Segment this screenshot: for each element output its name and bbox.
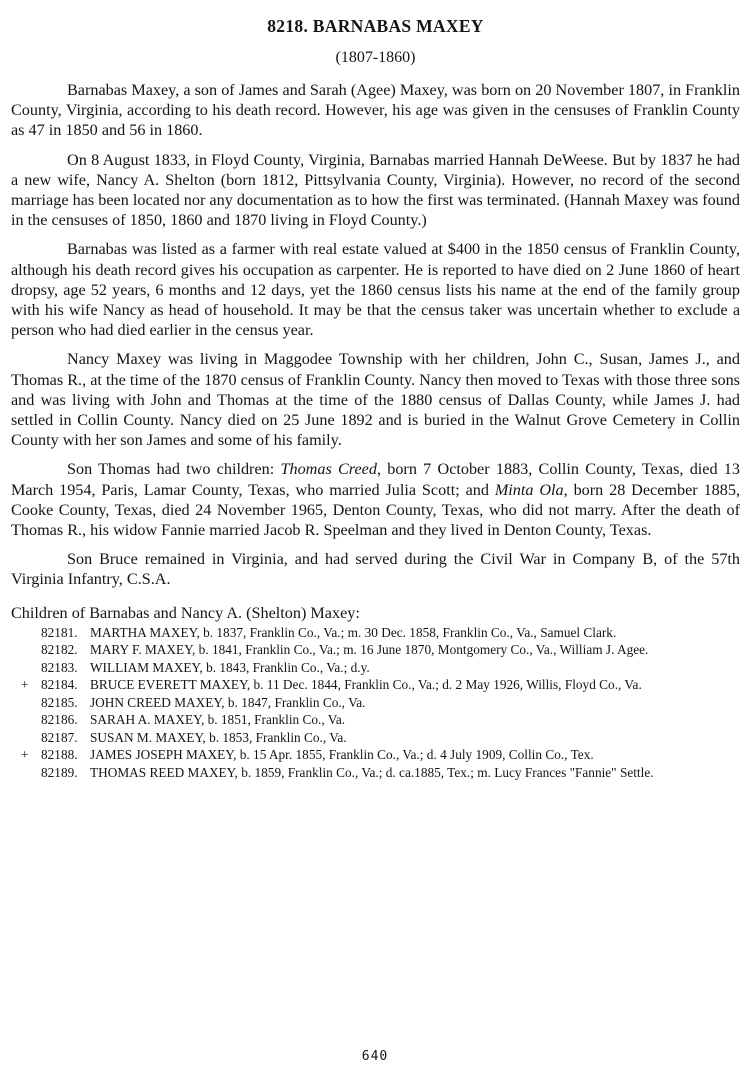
- child-entry-text: MARTHA MAXEY, b. 1837, Franklin Co., Va.; m. 30 Dec. 1858, Franklin Co., Va., Samuel Clark.: [90, 624, 617, 640]
- list-item: [11, 660, 740, 677]
- list-item: [11, 642, 740, 659]
- paragraph-occupation-death: Barnabas was listed as a farmer with real estate valued at $400 in the 1850 census of Franklin County, although his death record gives his occupation as carpenter. He is reported to have died on 2 June 1860 of heart dropsy, age 52 years, 6 months and 12 days, yet the 1860 census lists his name at the end of the family group with his wife Nancy as head of household. It may be that the census taker was uncertain whether to exclude a person who had died earlier in the census year.: [11, 240, 740, 340]
- paragraph-birth: Barnabas Maxey, a son of James and Sarah (Agee) Maxey, was born on 20 November 1807, in Franklin County, Virginia, according to his death record. However, his age was given in the censuses of Franklin County as 47 in 1850 and 56 in 1860.: [11, 81, 740, 140]
- child-entry-text: THOMAS REED MAXEY, b. 1859, Franklin Co., Va.; d. ca.1885, Tex.; m. Lucy Frances "Fannie" Settle.: [90, 764, 654, 780]
- children-list: [11, 625, 740, 782]
- paragraph-marriage: On 8 August 1833, in Floyd County, Virginia, Barnabas married Hannah DeWeese. But by 1837 he had a new wife, Nancy A. Shelton (born 1812, Pittsylvania County, Virginia). However, no record of the second marriage has been located nor any documentation as to how the first was terminated. (Hannah Maxey was found in the censuses of 1850, 1860 and 1870 living in Floyd County.): [11, 150, 740, 230]
- child-number: 82182.: [41, 642, 78, 658]
- child-entry-text: WILLIAM MAXEY, b. 1843, Franklin Co., Va.; d.y.: [90, 659, 370, 675]
- continuation-marker: +: [21, 677, 29, 693]
- child-number: 82185.: [41, 694, 78, 710]
- paragraph-thomas: [11, 459, 740, 540]
- paragraph-nancy: Nancy Maxey was living in Maggodee Township with her children, John C., Susan, James J., and Thomas R., at the time of the 1870 census of Franklin County. Nancy then moved to Texas with those three sons and was living with John and Thomas at the time of the 1880 census of Dallas County, while James J. had settled in Collin County. Nancy died on 25 June 1892 and is buried in the Walnut Grove Cemetery in Collin County with her son James and some of his family.: [11, 350, 740, 450]
- list-item: [11, 625, 740, 642]
- thomas-text-2: , born 7 October 1883, Collin County, Texas, died 13 March 1954, Paris, Lamar County, Texas, who married Julia Scott; and: [11, 460, 740, 499]
- child-entry-text: JAMES JOSEPH MAXEY, b. 15 Apr. 1855, Franklin Co., Va.; d. 4 July 1909, Collin Co., Tex.: [90, 747, 594, 763]
- list-item: [11, 730, 740, 747]
- child-number: 82181.: [41, 624, 78, 640]
- child-number: 82184.: [41, 677, 78, 693]
- child-number: 82189.: [41, 764, 78, 780]
- child-number: 82187.: [41, 729, 78, 745]
- list-item: [11, 765, 740, 782]
- list-item: [11, 695, 740, 712]
- child-entry-text: MARY F. MAXEY, b. 1841, Franklin Co., Va.; m. 16 June 1870, Montgomery Co., Va., William J. Agee.: [90, 642, 649, 658]
- page-number: 640: [361, 1049, 389, 1064]
- child-name-thomas-creed: Thomas Creed: [280, 460, 377, 479]
- continuation-marker: +: [21, 747, 29, 763]
- child-entry-text: SUSAN M. MAXEY, b. 1853, Franklin Co., Va.: [90, 729, 347, 745]
- child-number: 82186.: [41, 712, 78, 728]
- life-dates: (1807-1860): [335, 49, 416, 66]
- biography-body: [11, 80, 740, 590]
- list-item: [11, 677, 740, 694]
- child-entry-text: BRUCE EVERETT MAXEY, b. 11 Dec. 1844, Franklin Co., Va.; d. 2 May 1926, Willis, Floyd Co., Va.: [90, 677, 642, 693]
- thomas-text-3: , born 28 December 1885, Cooke County, Texas, died 24 November 1965, Denton County, Texas, who did not marry. After the death of Thomas R., his widow Fannie married Jacob R. Speelman and they lived in Denton County, Texas.: [11, 480, 740, 540]
- list-item: [11, 712, 740, 729]
- page-title: 8218. BARNABAS MAXEY: [267, 16, 484, 36]
- list-item: [11, 747, 740, 764]
- children-intro: Children of Barnabas and Nancy A. (Shelton) Maxey:: [11, 603, 360, 622]
- child-number: 82183.: [41, 659, 78, 675]
- child-entry-text: SARAH A. MAXEY, b. 1851, Franklin Co., Va.: [90, 712, 346, 728]
- thomas-text-1: Son Thomas had two children:: [67, 460, 281, 479]
- child-entry-text: JOHN CREED MAXEY, b. 1847, Franklin Co., Va.: [90, 694, 366, 710]
- paragraph-bruce: Son Bruce remained in Virginia, and had served during the Civil War in Company B, of the 57th Virginia Infantry, C.S.A.: [11, 550, 740, 589]
- child-name-minta-ola: Minta Ola: [494, 480, 564, 499]
- child-number: 82188.: [41, 747, 78, 763]
